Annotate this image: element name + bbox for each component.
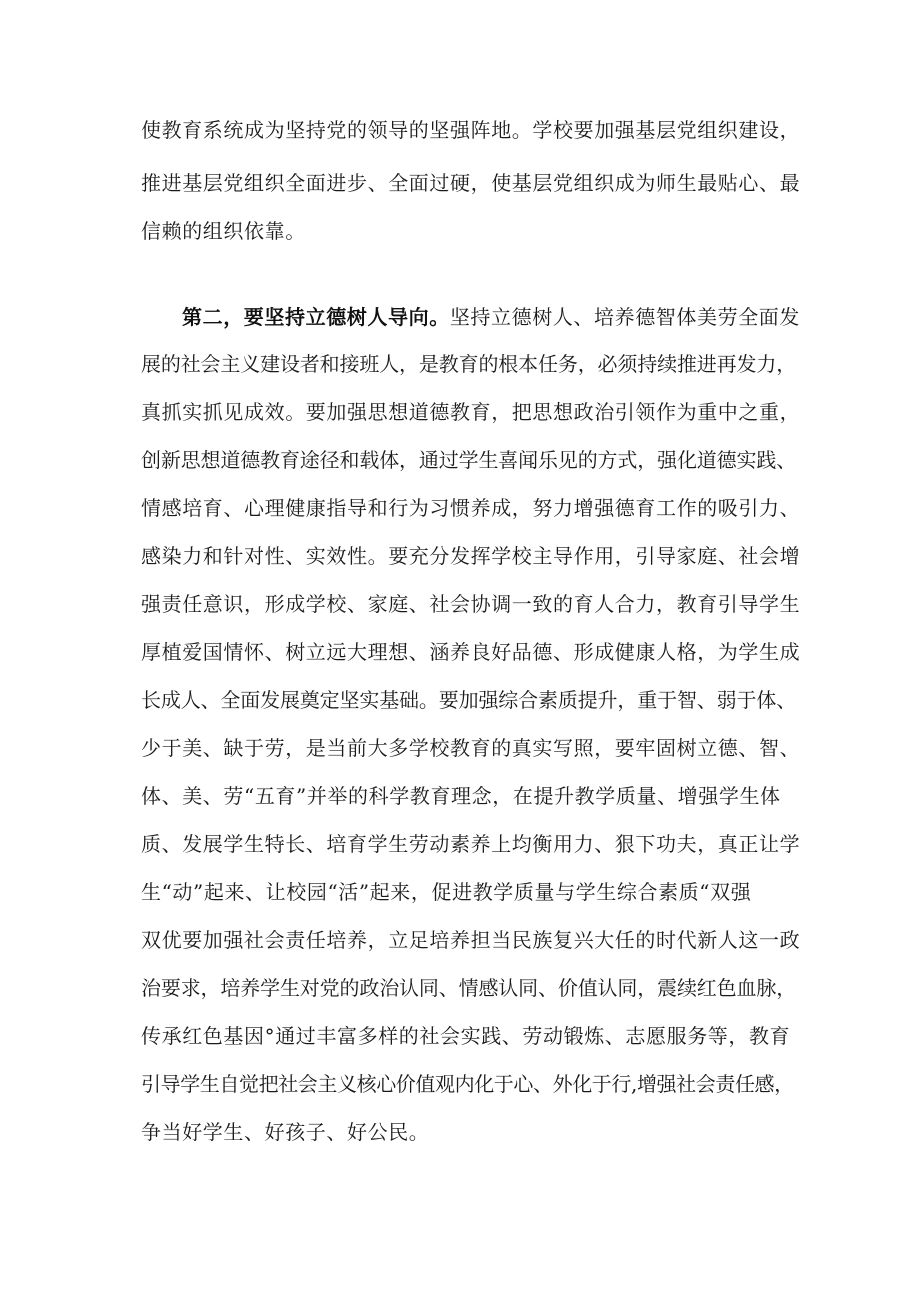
- text-line: 创新思想道德教育途径和载体，通过学生喜闻乐见的方式，强化道德实践、: [141, 448, 797, 472]
- text-line: 争当好学生、好孩子、好公民。: [141, 1120, 430, 1144]
- text-line: 生“动”起来、让校园“活”起来，促进教学质量与学生综合素质“双强: [141, 880, 752, 904]
- text-line: 真抓实抓见成效。要加强思想道德教育，把思想政治引领作为重中之重，: [141, 400, 801, 424]
- text-line: 传承红色基因°通过丰富多样的社会实践、劳动锻炼、志愿服务等，教育: [141, 1024, 791, 1048]
- text-line: 信赖的组织依靠。: [141, 219, 306, 243]
- text-line-first: [182, 305, 800, 329]
- text-line: 体、美、劳“五育”并举的科学教育理念，在提升教学质量、增强学生体: [141, 784, 781, 808]
- text-line: 双优要加强社会责任培养，立足培养担当民族复兴大任的时代新人这一政: [141, 928, 801, 952]
- text-line: 厚植爱国情怀、树立远大理想、涵养良好品德、形成健康人格，为学生成: [141, 640, 801, 664]
- text-line: 长成人、全面发展奠定坚实基础。要加强综合素质提升，重于智、弱于体、: [141, 688, 797, 712]
- text-line: 情感培育、心理健康指导和行为习惯养成，努力增强德育工作的吸引力、: [141, 496, 801, 520]
- text-line: 展的社会主义建设者和接班人，是教育的根本任务，必须持续推进再发力，: [141, 352, 797, 376]
- section-heading: 第二，要坚持立德树人导向。: [182, 305, 450, 329]
- text-line: 少于美、缺于劳，是当前大多学校教育的真实写照，要牢固树立德、智、: [141, 736, 801, 760]
- text-line: 质、发展学生特长、培育学生劳动素养上均衡用力、狠下功夫，真正让学: [141, 832, 801, 856]
- text-line: 强责任意识，形成学校、家庭、社会协调一致的育人合力，教育引导学生: [141, 592, 801, 616]
- text-line: 引导学生自觉把社会主义核心价值观内化于心、外化于行,增强社会责任感，: [141, 1072, 794, 1096]
- text-line: 使教育系统成为坚持党的领导的坚强阵地。学校要加强基层党组织建设，: [141, 118, 801, 142]
- text-line: 感染力和针对性、实效性。要充分发挥学校主导作用，引导家庭、社会增: [141, 544, 801, 568]
- text-span: 坚持立德树人、培养德智体美劳全面发: [449, 305, 801, 329]
- text-line: 推进基层党组织全面进步、全面过硬，使基层党组织成为师生最贴心、最: [141, 171, 801, 195]
- text-line: 治要求，培养学生对党的政治认同、情感认同、价值认同，震续红色血脉，: [141, 976, 797, 1000]
